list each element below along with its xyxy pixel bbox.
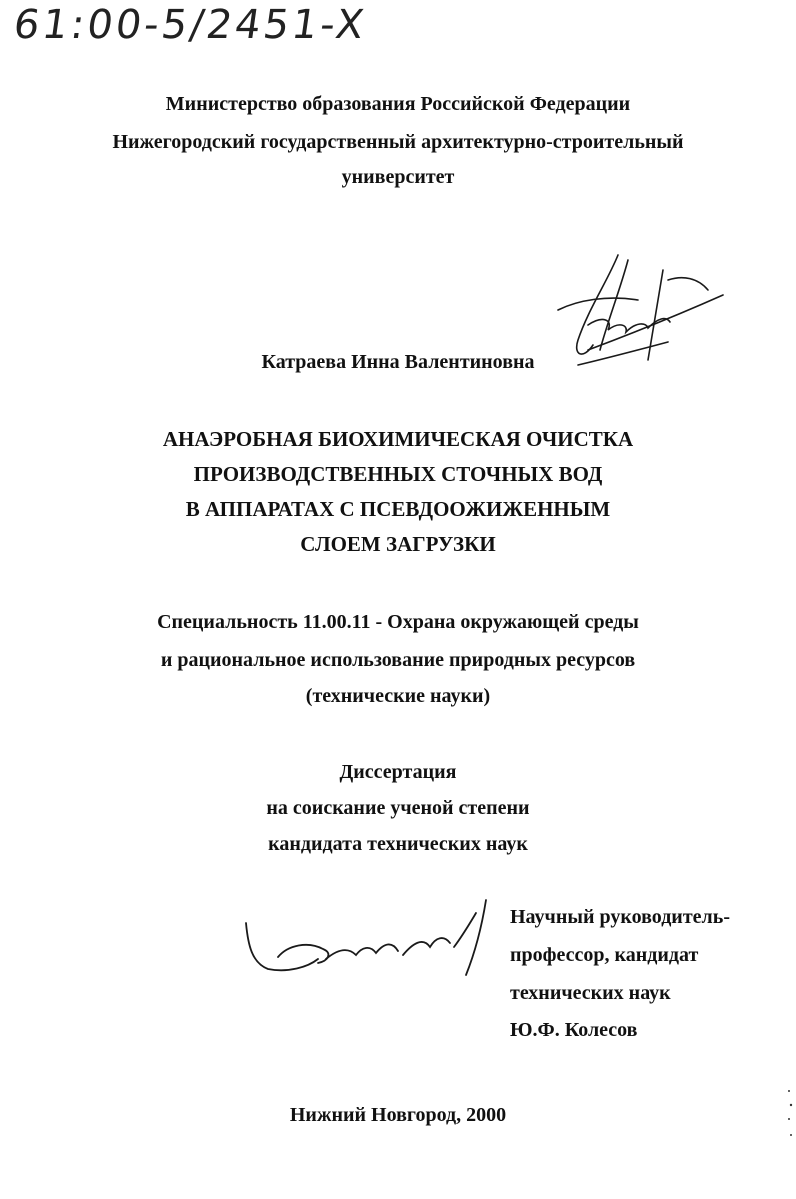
advisor-degree: технических наук <box>510 982 671 1004</box>
university-line: Нижегородский государственный архитектурно-строительный <box>112 131 684 153</box>
university-line-cont: университет <box>341 166 455 188</box>
specialty-line-1: Специальность 11.00.11 - Охрана окружающей среды <box>157 611 639 633</box>
advisor-name: Ю.Ф. Колесов <box>510 1019 638 1041</box>
advisor-role: Научный руководитель- <box>510 906 730 928</box>
dissertation-degree: на соискание ученой степени <box>266 797 530 819</box>
specialty-line-3: (технические науки) <box>305 685 491 707</box>
title-line-1: АНАЭРОБНАЯ БИОХИМИЧЕСКАЯ ОЧИСТКА <box>162 427 634 451</box>
author-name: Катраева Инна Валентиновна <box>261 351 535 373</box>
advisor-title: профессор, кандидат <box>510 944 699 966</box>
title-line-3: В АППАРАТАХ С ПСЕВДООЖИЖЕННЫМ <box>185 497 611 521</box>
ministry-line: Министерство образования Российской Федерации <box>165 93 631 115</box>
scan-edge-marks <box>786 1085 794 1145</box>
title-line-2: ПРОИЗВОДСТВЕННЫХ СТОЧНЫХ ВОД <box>193 462 603 486</box>
archive-code: 61:00-5/2451-X <box>10 2 370 48</box>
dissertation-degree-cont: кандидата технических наук <box>268 833 528 855</box>
advisor-signature <box>238 895 498 985</box>
specialty-line-2: и рациональное использование природных ресурсов <box>160 649 636 671</box>
dissertation-label: Диссертация <box>339 761 457 783</box>
place-and-year: Нижний Новгород, 2000 <box>289 1104 507 1126</box>
title-line-4: СЛОЕМ ЗАГРУЗКИ <box>300 532 496 556</box>
